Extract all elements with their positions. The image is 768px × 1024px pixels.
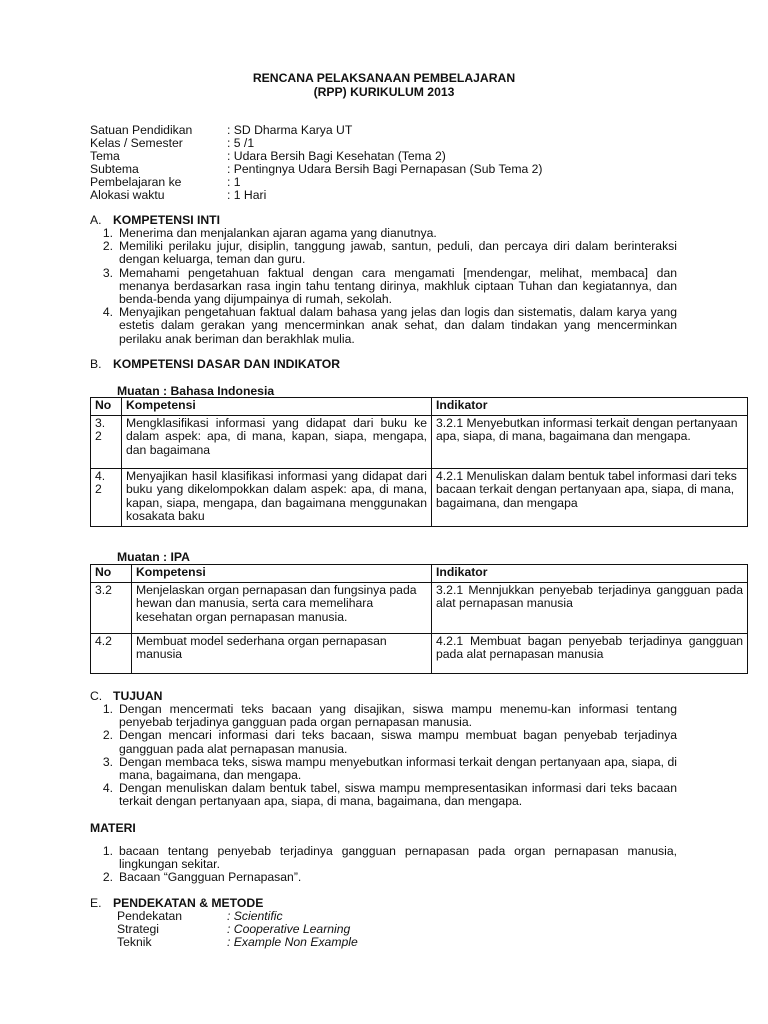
list-text: Menerima dan menjalankan ajaran agama yang dianutnya. [119, 226, 437, 240]
list-item [93, 240, 677, 266]
column-header-kompetensi: Kompetensi [122, 398, 432, 416]
metode-label: Teknik [117, 935, 152, 949]
section-letter: E. [90, 896, 102, 910]
identity-value: : 1 [227, 175, 241, 189]
section-title: TUJUAN [113, 689, 163, 703]
list-item [93, 756, 677, 782]
table-row [91, 416, 748, 469]
list-number: 1. [102, 844, 113, 858]
section-title: MATERI [90, 821, 136, 835]
identity-row [90, 124, 730, 138]
list-number: 4. [102, 305, 113, 320]
list-text: Dengan mencari informasi dari teks bacaan, siswa mampu membuat bagan penyebab terjadinya gangguan pada alat pernapasan manusia. [119, 728, 677, 756]
cell-no: 4.2 [91, 634, 132, 674]
list-item [93, 267, 677, 307]
table-caption-ipa: Muatan : IPA [117, 550, 190, 564]
list-text: Dengan membaca teks, siswa mampu menyebutkan informasi terkait dengan pertanyaan apa, siapa, di mana, bagaimana, dan mengapa. [119, 754, 677, 783]
cell-kompetensi: Membuat model sederhana organ pernapasan manusia [132, 634, 432, 674]
identity-label: Kelas / Semester [90, 136, 183, 150]
section-title: KOMPETENSI INTI [113, 213, 220, 227]
list-number: 4. [102, 781, 113, 796]
list-number: 3. [102, 754, 113, 769]
metode-value: : Example Non Example [227, 935, 358, 949]
cell-kompetensi: Mengklasifikasi informasi yang didapat dari buku ke dalam aspek: apa, di mana, kapan, siapa, mengapa, dan bagaimana [122, 416, 432, 469]
identity-row [90, 189, 730, 203]
list-text: Dengan mencermati teks bacaan yang disajikan, siswa mampu menemu-kan informasi tentang penyebab terjadinya gangguan pada organ pernapasan manusia. [119, 702, 677, 730]
document-subtitle: (RPP) KURIKULUM 2013 [313, 85, 455, 99]
column-header-kompetensi: Kompetensi [132, 565, 432, 583]
table-header-row [91, 398, 748, 416]
column-header-indikator: Indikator [432, 398, 748, 416]
cell-indikator: 4.2.1 Menuliskan dalam bentuk tabel informasi dari teks bacaan terkait dengan pertanyaan apa, siapa, di mana, bagaimana, dan mengapa [432, 469, 748, 527]
list-item [93, 729, 677, 755]
list-item [93, 703, 677, 729]
identity-row [90, 176, 730, 190]
section-heading-materi [90, 822, 490, 836]
cell-no: 3. 2 [91, 416, 122, 469]
list-number: 1. [102, 702, 113, 716]
table-ipa [90, 564, 748, 674]
cell-kompetensi: Menjelaskan organ pernapasan dan fungsinya pada hewan dan manusia, serta cara memelihara kesehatan organ pernapasan manusia. [132, 583, 432, 634]
list-number: 1. [102, 226, 113, 240]
metode-label: Pendekatan [117, 909, 183, 923]
table-caption-bahasa-indonesia: Muatan : Bahasa Indonesia [117, 384, 275, 398]
list-item [93, 871, 677, 884]
list-number: 2. [102, 870, 113, 885]
identity-row [90, 163, 730, 177]
materi-list [93, 845, 677, 885]
cell-no: 4. 2 [91, 469, 122, 527]
list-item [93, 782, 677, 808]
identity-label: Tema [90, 149, 120, 163]
list-text: Menyajikan pengetahuan faktual dalam bahasa yang jelas dan logis dan sistematis, dalam karya yang estetis dalam gerakan yang mencerminkan anak sehat, dan dalam tindakan yang mencerminkan perilaku anak beriman dan berakhlak mulia. [119, 305, 677, 346]
list-text: Dengan menuliskan dalam bentuk tabel, siswa mampu mempresentasikan informasi dari teks bacaan terkait dengan pertanyaan apa, siapa, di mana, bagaimana, dan mengapa. [119, 781, 677, 809]
table-header-row [91, 565, 748, 583]
list-number: 3. [102, 265, 113, 280]
cell-no: 3.2 [91, 583, 132, 634]
list-text: Bacaan “Gangguan Pernapasan”. [119, 870, 302, 885]
cell-indikator: 3.2.1 Mennjukkan penyebab terjadinya gangguan pada alat pernapasan manusia [432, 583, 748, 634]
table-row [91, 469, 748, 527]
table-row [91, 634, 748, 674]
cell-indikator: 4.2.1 Membuat bagan penyebab terjadinya gangguan pada alat pernapasan manusia [432, 634, 748, 674]
cell-kompetensi: Menyajikan hasil klasifikasi informasi yang didapat dari buku yang dikelompokkan dalam aspek: apa, di mana, kapan, siapa, mengapa, dan bagaimana menggunakan kosakata baku [122, 469, 432, 527]
list-item [93, 306, 677, 346]
table-row [91, 583, 748, 634]
column-header-no: No [91, 565, 132, 583]
column-header-indikator: Indikator [432, 565, 748, 583]
kompetensi-inti-list [93, 227, 677, 346]
list-text: bacaan tentang penyebab terjadinya gangguan pernapasan pada organ pernapasan manusia, lingkungan sekitar. [119, 844, 677, 872]
identity-label: Alokasi waktu [90, 188, 165, 202]
document-title: RENCANA PELAKSANAAN PEMBELAJARAN [252, 71, 516, 85]
section-letter: A. [90, 213, 102, 227]
list-text: Memahami pengetahuan faktual dengan cara mengamati [mendengar, melihat, membaca] dan menanya berdasarkan rasa ingin tahu tentang dirinya, makhluk ciptaan Tuhan dan kegiatannya, dan benda-benda yang dijumpainya di rumah, sekolah. [119, 265, 677, 307]
section-letter: B. [90, 357, 102, 371]
section-title: KOMPETENSI DASAR DAN INDIKATOR [113, 357, 341, 371]
section-heading-kompetensi-dasar [90, 358, 490, 372]
identity-label: Satuan Pendidikan [90, 123, 193, 137]
metode-row [117, 936, 517, 950]
metode-label: Strategi [117, 922, 160, 936]
list-number: 2. [102, 728, 113, 743]
list-item [93, 845, 677, 871]
identity-value: : Pentingnya Udara Bersih Bagi Pernapasan (Sub Tema 2) [227, 162, 543, 176]
tujuan-list [93, 703, 677, 809]
identity-value: : 5 /1 [227, 136, 255, 150]
cell-indikator: 3.2.1 Menyebutkan informasi terkait dengan pertanyaan apa, siapa, di mana, bagaimana dan mengapa. [432, 416, 748, 469]
list-text: Memiliki perilaku jujur, disiplin, tanggung jawab, santun, peduli, dan percaya diri dalam berinteraksi dengan keluarga, teman dan guru. [119, 239, 677, 267]
metode-value: : Cooperative Learning [227, 922, 351, 936]
identity-value: : Udara Bersih Bagi Kesehatan (Tema 2) [227, 149, 446, 163]
identity-label: Subtema [90, 162, 139, 176]
column-header-no: No [91, 398, 122, 416]
section-letter: C. [90, 689, 103, 703]
section-title: PENDEKATAN & METODE [113, 896, 264, 910]
metode-value: : Scientific [227, 909, 283, 923]
identity-value: : 1 Hari [227, 188, 267, 202]
list-number: 2. [102, 239, 113, 254]
table-bahasa-indonesia [90, 397, 748, 527]
identity-value: : SD Dharma Karya UT [227, 123, 353, 137]
identity-label: Pembelajaran ke [90, 175, 182, 189]
